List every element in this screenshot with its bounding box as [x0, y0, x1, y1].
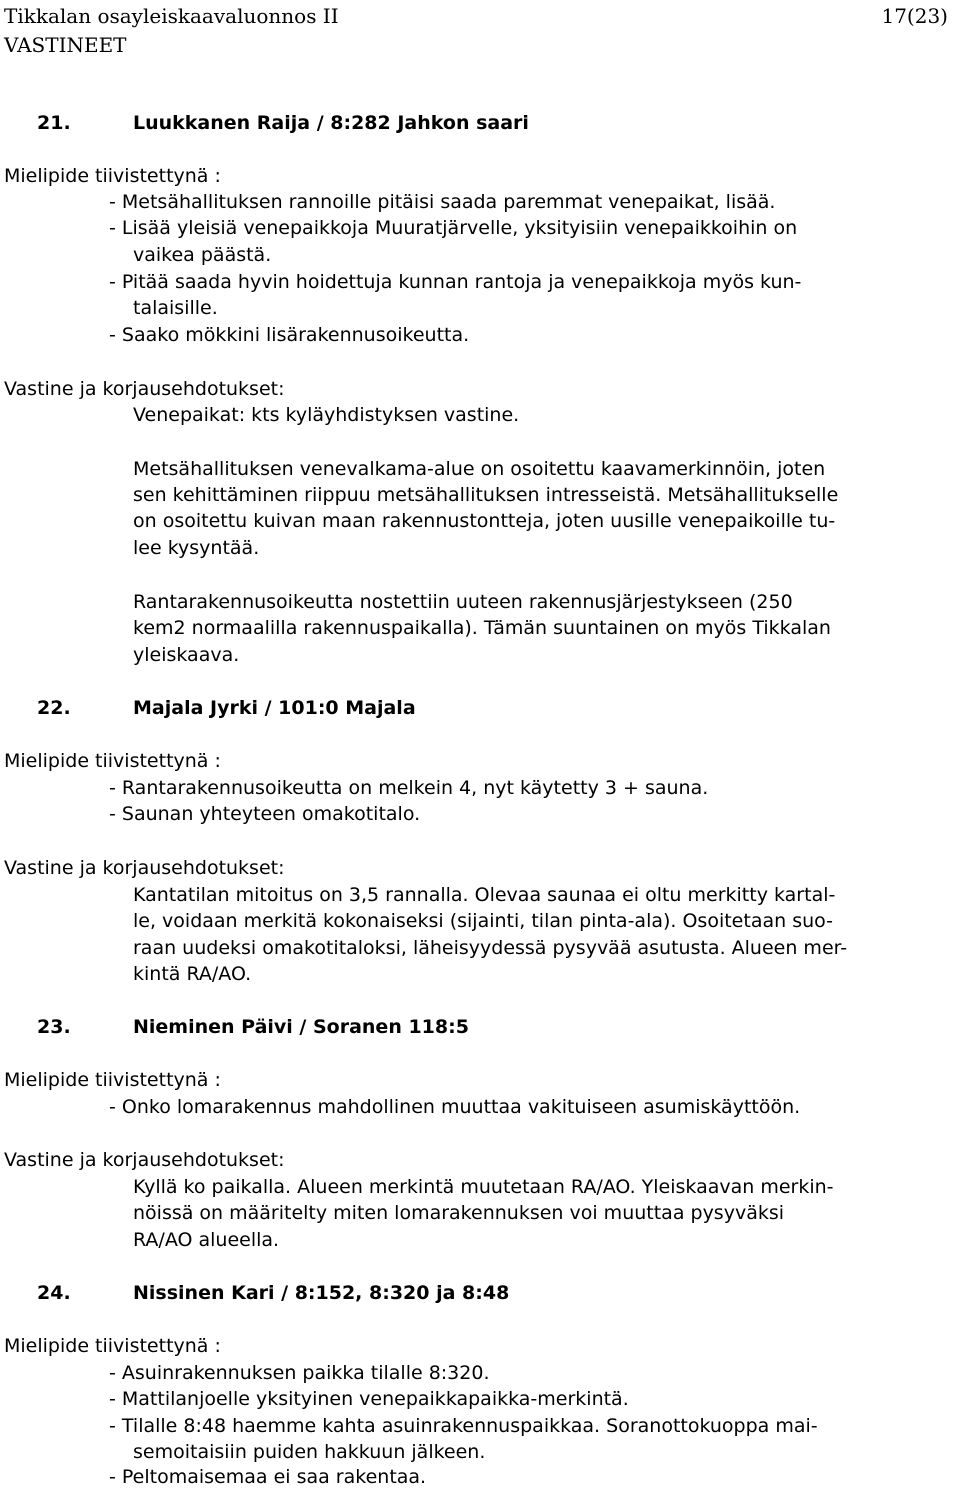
response-label: Vastine ja korjausehdotukset: [4, 1149, 285, 1171]
opinion-line: - Peltomaisemaa ei saa rakentaa. [109, 1466, 427, 1488]
opinion-line: - Asuinrakennuksen paikka tilalle 8:320. [109, 1362, 490, 1384]
response-line: Kyllä ko paikalla. Alueen merkintä muutetaan RA/AO. Yleiskaavan merkin- [133, 1176, 834, 1198]
response-line: kintä RA/AO. [133, 963, 252, 985]
opinion-line: - Metsähallituksen rannoille pitäisi saada paremmat venepaikat, lisää. [109, 191, 776, 213]
document-title: Tikkalan osayleiskaavaluonnos II [4, 4, 339, 28]
section-number: 24. [37, 1282, 71, 1304]
response-line: Kantatilan mitoitus on 3,5 rannalla. Olevaa saunaa ei oltu merkitty kartal- [133, 884, 836, 906]
section-title: Nieminen Päivi / Soranen 118:5 [133, 1016, 469, 1038]
response-line: le, voidaan merkitä kokonaiseksi (sijainti, tilan pinta-ala). Osoitetaan suo- [133, 910, 833, 932]
opinion-line: - Saunan yhteyteen omakotitalo. [109, 803, 421, 825]
opinion-label: Mielipide tiivistettynä : [4, 1335, 221, 1357]
response-label: Vastine ja korjausehdotukset: [4, 857, 285, 879]
response-line: lee kysyntää. [133, 537, 260, 559]
section-title: Majala Jyrki / 101:0 Majala [133, 697, 416, 719]
response-line: raan uudeksi omakotitaloksi, läheisyydessä pysyvää asutusta. Alueen mer- [133, 937, 848, 959]
response-line: Venepaikat: kts kyläyhdistyksen vastine. [133, 404, 520, 426]
opinion-label: Mielipide tiivistettynä : [4, 750, 221, 772]
opinion-label: Mielipide tiivistettynä : [4, 1069, 221, 1091]
opinion-line: talaisille. [133, 297, 218, 319]
page-number: 17(23) [881, 4, 948, 28]
opinion-line: - Saako mökkini lisärakennusoikeutta. [109, 324, 470, 346]
response-label: Vastine ja korjausehdotukset: [4, 378, 285, 400]
response-line: on osoitettu kuivan maan rakennustontteja, joten uusille venepaikoille tu- [133, 510, 836, 532]
opinion-line: vaikea päästä. [133, 244, 272, 266]
response-line: Metsähallituksen venevalkama-alue on osoitettu kaavamerkinnöin, joten [133, 458, 826, 480]
document-subtitle: VASTINEET [4, 33, 127, 57]
section-title: Luukkanen Raija / 8:282 Jahkon saari [133, 112, 529, 134]
section-number: 21. [37, 112, 71, 134]
response-line: Rantarakennusoikeutta nostettiin uuteen rakennusjärjestykseen (250 [133, 591, 793, 613]
opinion-line: - Rantarakennusoikeutta on melkein 4, nyt käytetty 3 + sauna. [109, 777, 709, 799]
opinion-label: Mielipide tiivistettynä : [4, 165, 221, 187]
response-line: sen kehittäminen riippuu metsähallituksen intresseistä. Metsähallitukselle [133, 484, 839, 506]
opinion-line: - Pitää saada hyvin hoidettuja kunnan rantoja ja venepaikkoja myös kun- [109, 271, 802, 293]
response-line: yleiskaava. [133, 644, 240, 666]
section-number: 23. [37, 1016, 71, 1038]
opinion-line: semoitaisiin puiden hakkuun jälkeen. [133, 1441, 486, 1463]
opinion-line: - Lisää yleisiä venepaikkoja Muuratjärvelle, yksityisiin venepaikkoihin on [109, 217, 798, 239]
opinion-line: - Onko lomarakennus mahdollinen muuttaa vakituiseen asumiskäyttöön. [109, 1096, 801, 1118]
opinion-line: - Tilalle 8:48 haemme kahta asuinrakennuspaikkaa. Soranottokuoppa mai- [109, 1415, 818, 1437]
section-title: Nissinen Kari / 8:152, 8:320 ja 8:48 [133, 1282, 510, 1304]
section-number: 22. [37, 697, 71, 719]
response-line: RA/AO alueella. [133, 1229, 280, 1251]
response-line: kem2 normaalilla rakennuspaikalla). Tämän suuntainen on myös Tikkalan [133, 617, 831, 639]
response-line: nöissä on määritelty miten lomarakennuksen voi muuttaa pysyväksi [133, 1202, 785, 1224]
opinion-line: - Mattilanjoelle yksityinen venepaikkapaikka-merkintä. [109, 1388, 629, 1410]
